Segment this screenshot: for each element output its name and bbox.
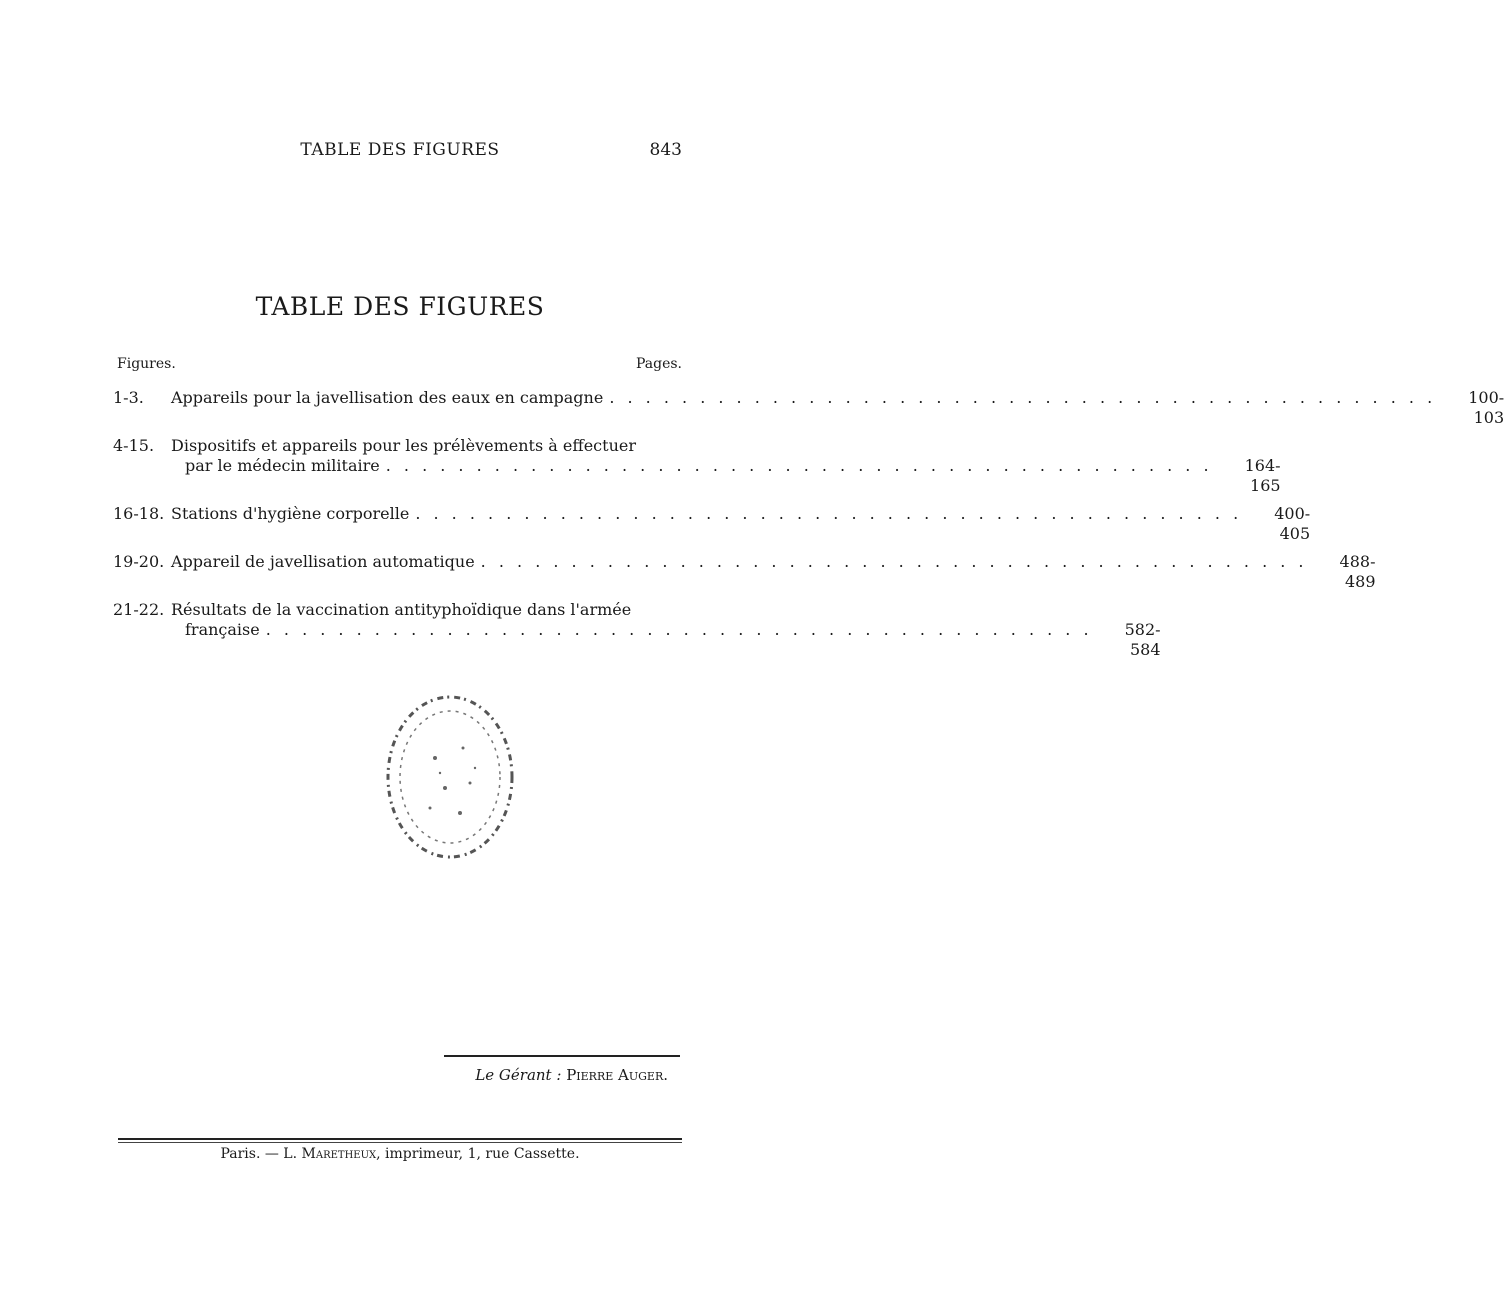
figure-numbers: 1-3. [113, 388, 144, 407]
leader-dots [481, 552, 1308, 572]
leader-dots [609, 388, 1436, 408]
page-range: 488-489 [1339, 552, 1376, 591]
figure-caption: Résultats de la vaccination antityphoïdique dans l'armée [171, 600, 632, 619]
figure-numbers: 16-18. [113, 504, 165, 523]
signature-line [475, 1066, 668, 1084]
library-stamp-icon [375, 688, 525, 866]
page-range: 100-103 [1468, 388, 1504, 427]
page-range: 164-165 [1244, 456, 1281, 495]
figure-numbers: 21-22. [113, 600, 165, 619]
printer-imprint [0, 1146, 800, 1162]
figure-caption: Appareil de javellisation automatique [171, 552, 475, 571]
signature-name: Pierre Auger. [566, 1066, 668, 1084]
signature-role: Le Gérant : [475, 1066, 562, 1084]
leader-dots [415, 504, 1242, 524]
printer-place: Paris. — L. [220, 1146, 298, 1162]
figure-numbers: 19-20. [113, 552, 165, 571]
running-title: TABLE DES FIGURES [300, 140, 500, 160]
table-row [113, 552, 1376, 592]
printer-rule [118, 1138, 682, 1140]
leader-dots [386, 456, 1213, 476]
leader-dots [266, 620, 1093, 640]
printer-rule [118, 1142, 682, 1143]
printer-name: Maretheux, [301, 1146, 381, 1162]
figure-caption-continuation: française [185, 620, 260, 639]
figure-caption: Dispositifs et appareils pour les prélèvements à effectuer [171, 436, 636, 455]
printer-address: imprimeur, 1, rue Cassette. [385, 1146, 580, 1162]
signature-rule [444, 1055, 680, 1057]
figures-table [113, 388, 1504, 668]
table-row [113, 600, 1161, 660]
figure-caption: Stations d'hygiène corporelle [171, 504, 410, 523]
page-range: 582-584 [1124, 620, 1161, 659]
table-row [113, 504, 1311, 544]
page-range: 400-405 [1274, 504, 1311, 543]
table-row [113, 388, 1504, 428]
page-number: 843 [649, 140, 682, 160]
figure-caption-continuation: par le médecin militaire [185, 456, 380, 475]
figure-caption: Appareils pour la javellisation des eaux en campagne [171, 388, 604, 407]
page-title: TABLE DES FIGURES [255, 292, 545, 321]
figure-numbers: 4-15. [113, 436, 155, 455]
table-row [113, 436, 1281, 496]
figures-column-header: Figures. [117, 356, 176, 372]
pages-column-header: Pages. [635, 356, 682, 372]
